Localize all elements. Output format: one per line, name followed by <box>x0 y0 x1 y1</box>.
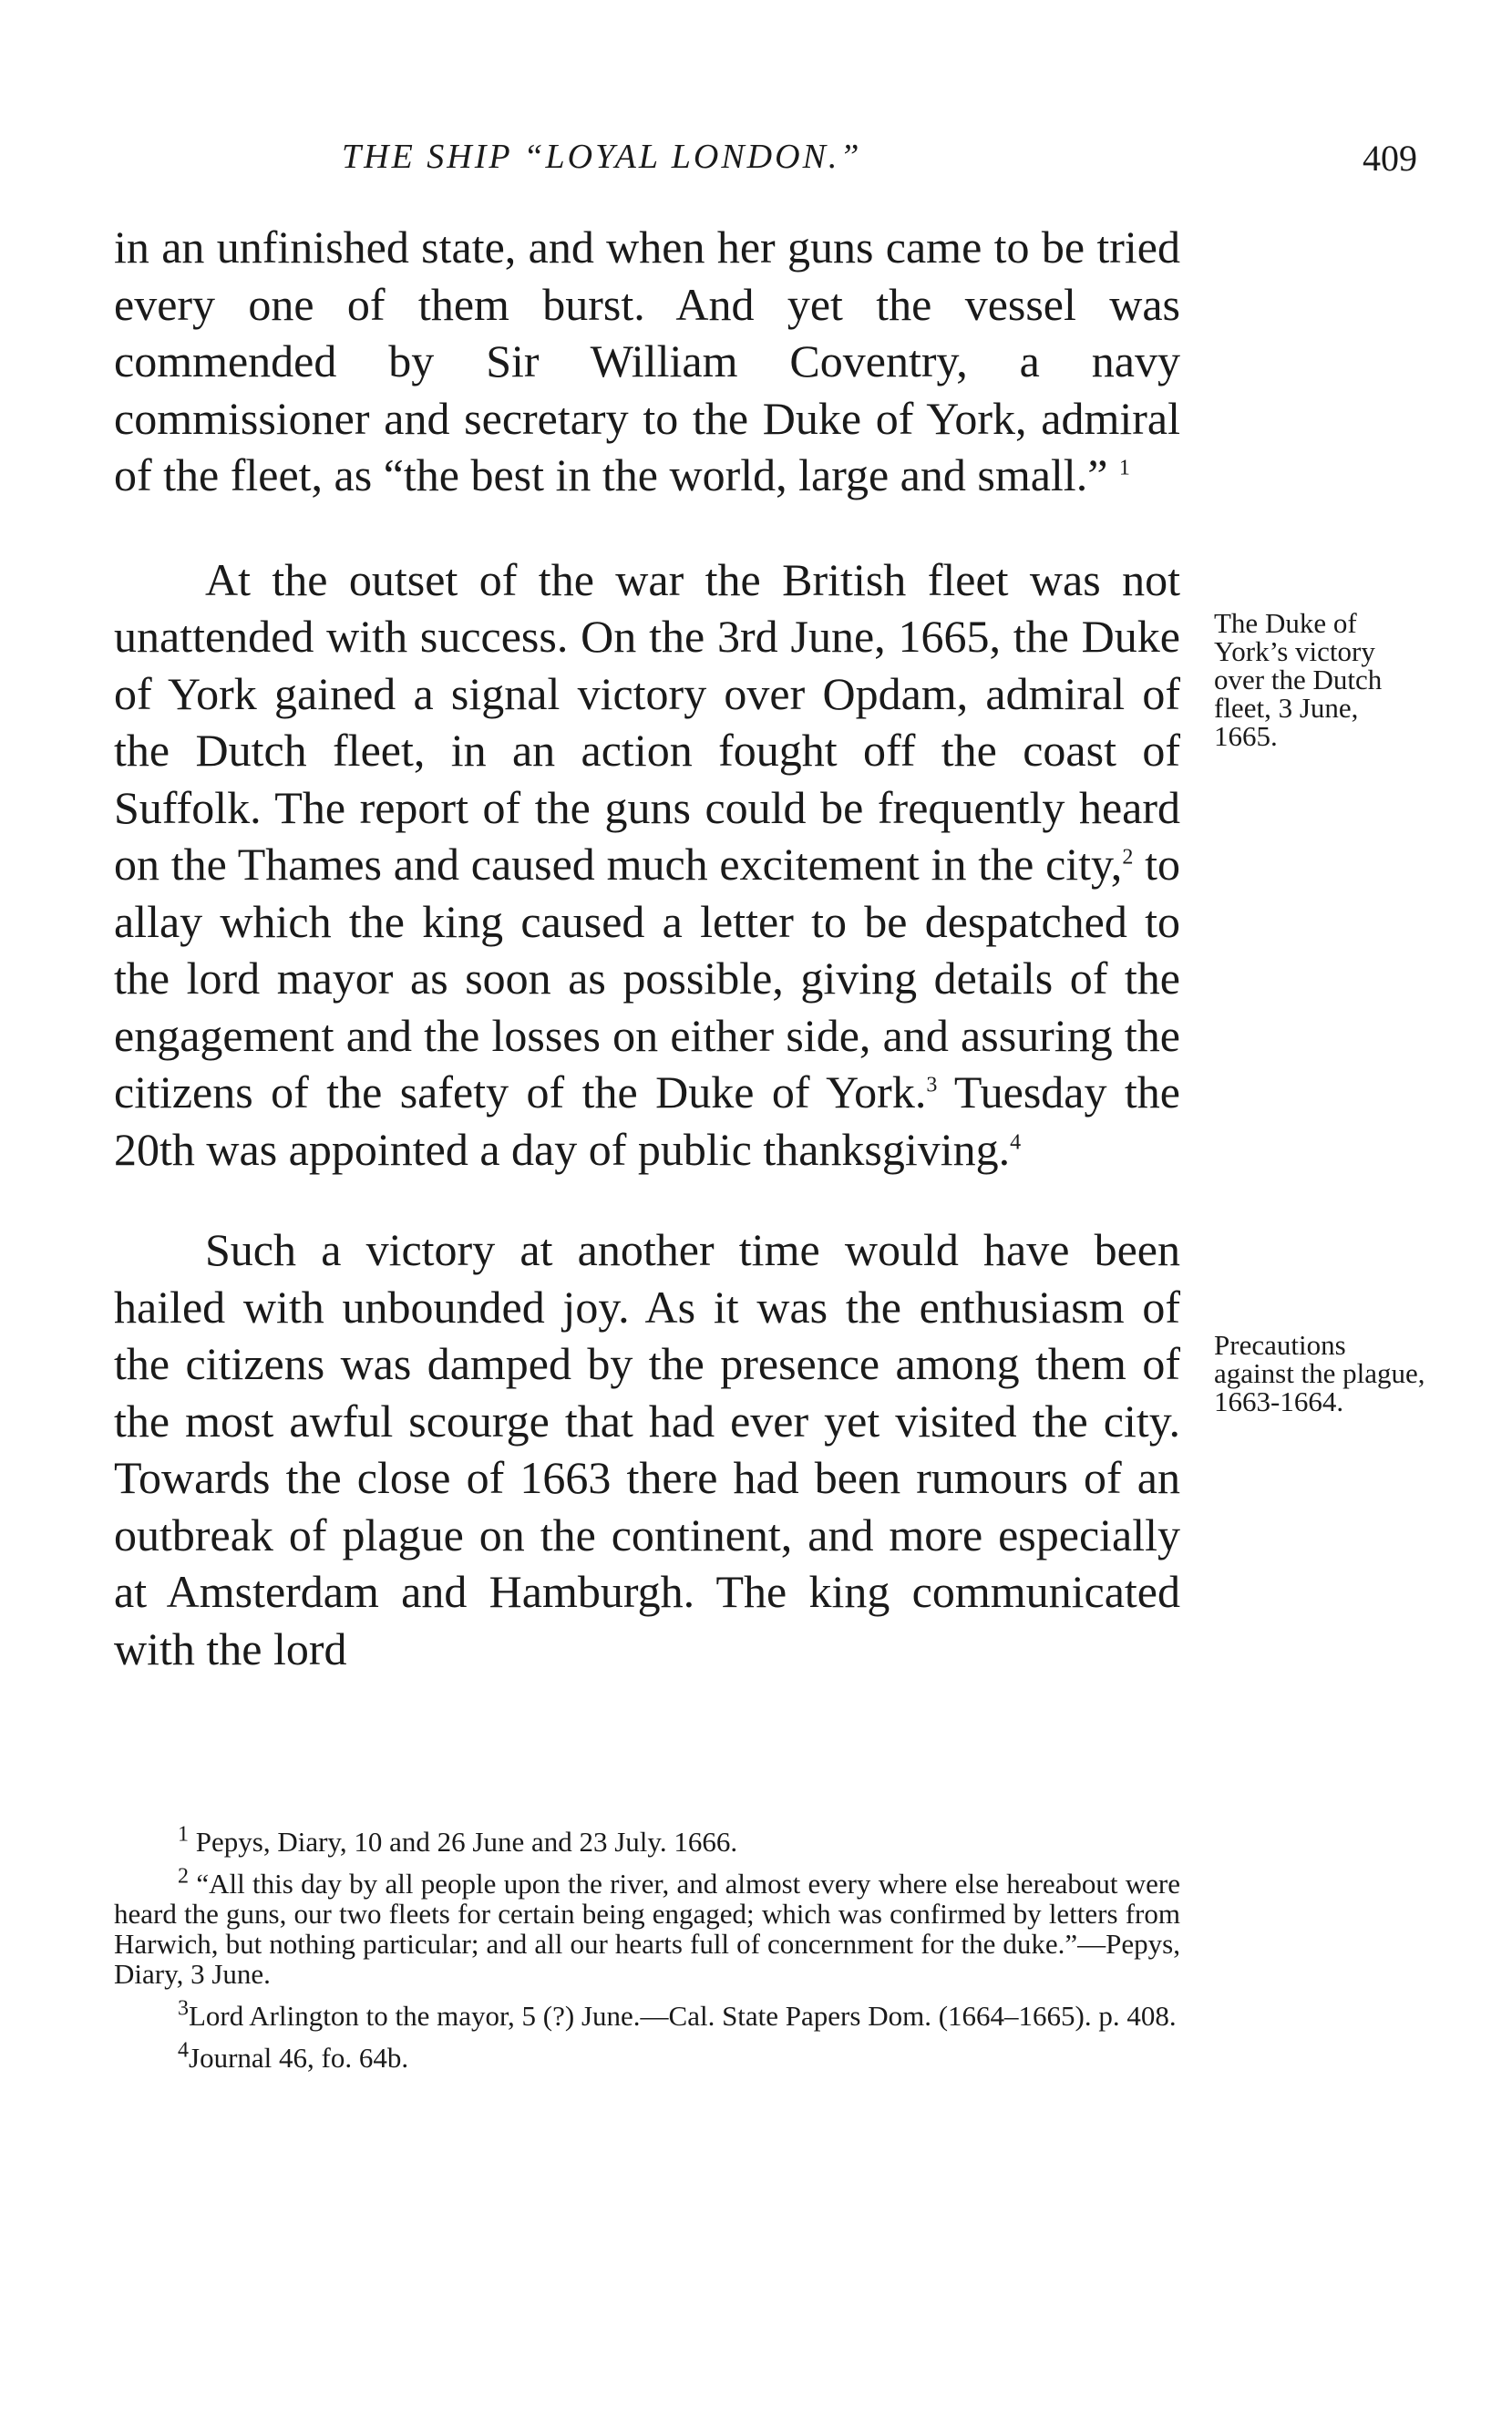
footnote-4 <box>114 2038 1180 2074</box>
running-head <box>0 137 1512 191</box>
footnote-2-text: “All this day by all people upon the river, and almost every where else hereabout were heard the guns, our two fleets for certain being engaged; which was confirmed by letters from Harwich, but nothing particular; and all our hearts full of concernment for the duke.”—Pepys, Diary, 3 June. <box>114 1868 1180 1990</box>
footnote-3-text: Lord Arlington to the mayor, 5 (?) June.—Cal. State Papers Dom. (1664–1665). p. 408. <box>189 2000 1177 2032</box>
footnote-ref-4: 4 <box>1010 1129 1022 1154</box>
footnote-ref-3: 3 <box>926 1073 938 1097</box>
paragraph-2 <box>114 551 1180 1179</box>
footnote-4-text: Journal 46, fo. 64b. <box>189 2042 409 2074</box>
paragraph-1 <box>114 219 1180 504</box>
footnote-1 <box>114 1822 1180 1858</box>
sidenote-duke-victory: The Duke of York’s victory over the Dutch fleet, 3 June, 1665. <box>1214 607 1383 752</box>
paragraph-3 <box>114 1221 1180 1677</box>
paragraph-2-text-a: At the outset of the war the British fleet was not unattended with success. On the 3rd June, 1665, the Duke of York gained a signal victory over Opdam, admiral of the Dutch fleet, in an action fought off the coast of Suffolk. The report of the guns could be frequently heard on the Thames and caused much excitement in the city, <box>114 553 1180 890</box>
footnote-3 <box>114 1996 1180 2032</box>
footnote-marker-4: 4 <box>178 2038 189 2063</box>
footnote-1-text: Pepys, Diary, 10 and 26 June and 23 July. 1666. <box>195 1826 738 1858</box>
paragraph-3-text: Such a victory at another time would have been hailed with unbounded joy. As it was the enthusiasm of the citizens was damped by the presence among them of the most awful scourge that had ever yet visited the city. Towards the close of 1663 there had been rumours of an outbreak of plague on the continent, and more especially at Amsterdam and Hamburgh. The king communicated with the lord <box>114 1224 1180 1674</box>
paragraph-1-text: in an unfinished state, and when her guns came to be tried every one of them burst. And yet the vessel was commended by Sir William Coventry, a navy commissioner and secretary to the Duke of York, admiral of the fleet, as “the best in the world, large and small.” <box>114 221 1180 500</box>
footnote-ref-2: 2 <box>1122 845 1134 870</box>
sidenote-plague-precautions: Precautions against the plague, 1663-1664. <box>1214 1329 1425 1417</box>
footnote-marker-2: 2 <box>178 1864 189 1889</box>
footnote-2 <box>114 1864 1180 1990</box>
paragraph-2-text-b: to allay which the king caused a letter to be despatched to the lord mayor as soon as possible, giving details of the engagement and the losses on either side, and assuring the citizens of the safety of the Duke of York. <box>114 839 1180 1117</box>
page-number: 409 <box>1363 138 1417 179</box>
running-title: THE SHIP “LOYAL LONDON.” <box>342 138 862 176</box>
main-text <box>114 219 1180 1677</box>
footnote-ref-1: 1 <box>1118 456 1130 480</box>
footnotes <box>114 1822 1180 2085</box>
footnote-marker-1: 1 <box>178 1822 189 1847</box>
footnote-marker-3: 3 <box>178 1996 189 2021</box>
paragraph-2-text-c: Tuesday the 20th was appointed a day of public thanksgiving. <box>114 1066 1180 1175</box>
